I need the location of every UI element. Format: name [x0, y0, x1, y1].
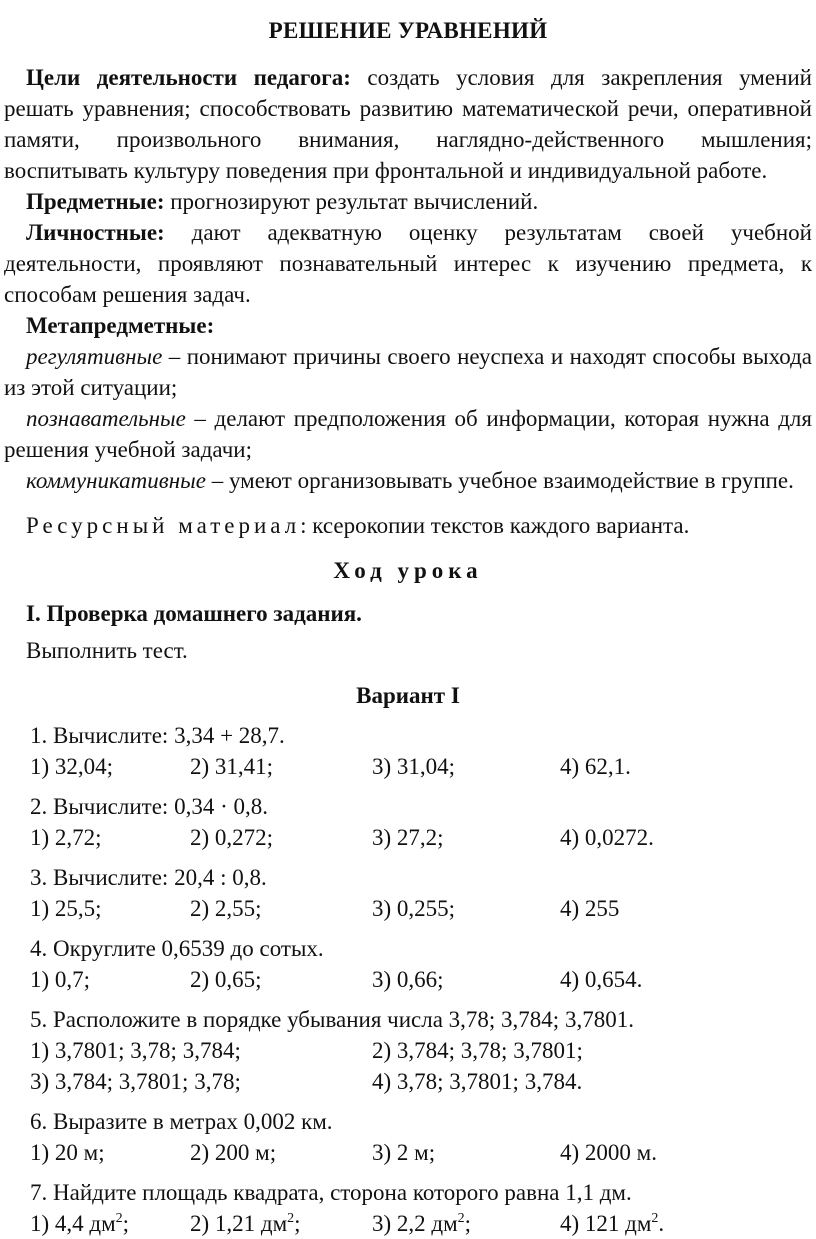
subject-paragraph	[4, 186, 812, 217]
answer-option: 3) 2,2 $дм^2$;	[372, 1211, 472, 1236]
answer-option: 2) 1,21 $дм^2$;	[190, 1211, 301, 1236]
answer-option: 1) 3,7801; 3,78; 3,784;	[30, 1038, 241, 1063]
answer-option: 1) 4,4 $дм^2$;	[30, 1211, 130, 1236]
answer-option: 3) 3,784; 3,7801; 3,78;	[30, 1069, 241, 1094]
question-5	[4, 1004, 812, 1097]
variant-heading: Вариант I	[356, 683, 460, 708]
goals-paragraph	[4, 62, 812, 186]
answer-option: 3) 27,2;	[372, 825, 444, 850]
answer-option: 3) 0,255;	[372, 896, 456, 921]
meta-label: Метапредметные:	[26, 313, 215, 338]
answer-option: 4) 0,654.	[560, 967, 643, 992]
answer-options	[4, 1066, 812, 1097]
answer-option: 4) 255	[560, 896, 620, 921]
answer-option: 4) 0,0272.	[560, 825, 654, 850]
resource-label: Ресурсный материал	[26, 513, 301, 538]
question-text: 2. Вычислите: 0,34 · 0,8.	[30, 794, 268, 819]
communicative-label: коммуникативные	[26, 468, 206, 493]
answer-option: 4) 2000 м.	[560, 1140, 657, 1165]
answer-option: 4) 121 $дм^2$.	[560, 1211, 665, 1236]
answer-options	[4, 822, 812, 853]
answer-option: 1) 2,72;	[30, 825, 102, 850]
question-text: 7. Найдите площадь квадрата, сторона которого равна 1,1 дм.	[30, 1180, 632, 1205]
answer-option: 2) 31,41;	[190, 754, 274, 779]
cognitive-label: познавательные	[26, 406, 186, 431]
cognitive-text: – делают предположения об информации, которая нужна для решения учебной задачи;	[4, 406, 812, 462]
question-text: 5. Расположите в порядке убывания числа 3,78; 3,784; 3,7801.	[30, 1007, 634, 1032]
question-text: 4. Округлите 0,6539 до сотых.	[30, 936, 324, 961]
answer-option: 3) 0,66;	[372, 967, 444, 992]
question-6	[4, 1106, 812, 1168]
answer-options	[4, 1137, 812, 1168]
answer-option: 1) 25,5;	[30, 896, 102, 921]
subject-text: прогнозируют результат вычислений.	[164, 189, 539, 214]
question-7	[4, 1177, 812, 1239]
answer-option: 1) 20 м;	[30, 1140, 105, 1165]
section1-task: Выполнить тест.	[26, 638, 188, 663]
answer-option: 1) 0,7;	[30, 967, 91, 992]
answer-options	[4, 1208, 812, 1239]
regulative-text: – понимают причины своего неуспеха и находят способы выхода из этой ситуации;	[4, 344, 812, 400]
personal-text: дают адекватную оценку результатам своей учебной деятельности, проявляют познавательный интерес к изучению предмета, к способам решения задач.	[4, 220, 812, 307]
question-text: 6. Выразите в метрах 0,002 км.	[30, 1109, 333, 1134]
answer-options	[4, 964, 812, 995]
personal-label: Личностные:	[26, 220, 165, 245]
question-4	[4, 933, 812, 995]
answer-option: 1) 32,04;	[30, 754, 114, 779]
question-2	[4, 791, 812, 853]
answer-option: 4) 3,78; 3,7801; 3,784.	[372, 1069, 583, 1094]
section1-heading: I. Проверка домашнего задания.	[26, 601, 362, 626]
answer-options	[4, 751, 812, 782]
lesson-heading: Ход урока	[333, 558, 483, 583]
answer-options	[4, 893, 812, 924]
communicative-paragraph	[4, 465, 812, 496]
question-text: 1. Вычислите: 3,34 + 28,7.	[30, 723, 285, 748]
resource-text: : ксерокопии текстов каждого варианта.	[300, 513, 690, 538]
cognitive-paragraph	[4, 403, 812, 465]
answer-option: 2) 0,65;	[190, 967, 262, 992]
document-title: РЕШЕНИЕ УРАВНЕНИЙ	[268, 18, 548, 43]
answer-option: 3) 31,04;	[372, 754, 456, 779]
answer-options	[4, 1035, 812, 1066]
question-3	[4, 862, 812, 924]
regulative-paragraph	[4, 341, 812, 403]
personal-paragraph	[4, 217, 812, 310]
answer-option: 3) 2 м;	[372, 1140, 436, 1165]
question-text: 3. Вычислите: 20,4 : 0,8.	[30, 865, 267, 890]
regulative-label: регулятивные	[26, 344, 163, 369]
communicative-text: – умеют организовывать учебное взаимодействие в группе.	[205, 468, 794, 493]
answer-option: 2) 0,272;	[190, 825, 274, 850]
goals-label: Цели деятельности педагога:	[26, 65, 351, 90]
subject-label: Предметные:	[26, 189, 165, 214]
answer-option: 4) 62,1.	[560, 754, 631, 779]
answer-option: 2) 2,55;	[190, 896, 262, 921]
question-1	[4, 720, 812, 782]
answer-option: 2) 3,784; 3,78; 3,7801;	[372, 1038, 583, 1063]
answer-option: 2) 200 м;	[190, 1140, 277, 1165]
resource-paragraph	[4, 510, 812, 541]
goals-text: создать условия для закрепления умений решать уравнения; способствовать развитию математической речи, оперативной памяти, произвольного внимания, наглядно-действенного мышления; воспитывать культуру поведения при фронтальной и индивидуальной работе.	[4, 65, 812, 183]
